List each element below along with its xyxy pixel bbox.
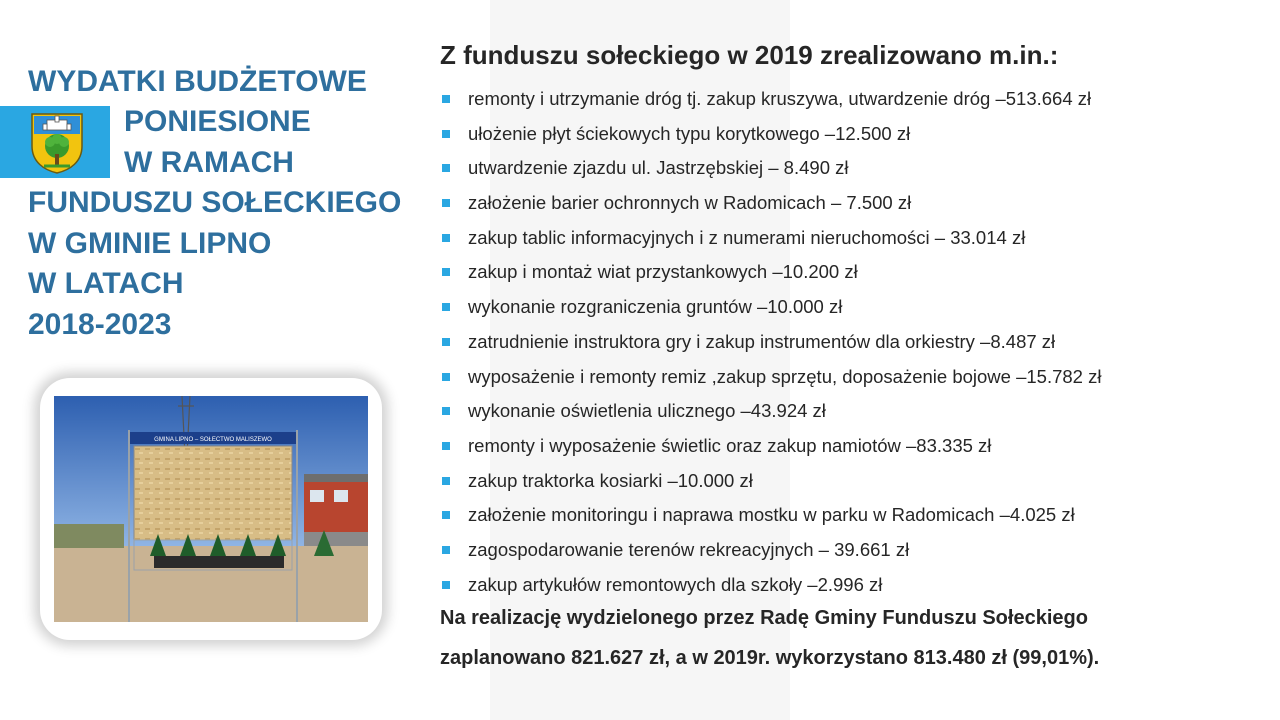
list-item-text: zakup traktorka kosiarki –10.000 zł [468, 469, 753, 491]
list-item-text: wyposażenie i remonty remiz ,zakup sprzętu, doposażenie bojowe –15.782 zł [468, 365, 1102, 387]
title-line-4: FUNDUSZU SOŁECKIEGO [28, 186, 402, 219]
bullet-square-icon [442, 546, 450, 554]
list-item-text: zagospodarowanie terenów rekreacyjnych – 39.661 zł [468, 538, 910, 560]
bullet-square-icon [442, 511, 450, 519]
main-heading: Z funduszu sołeckiego w 2019 zrealizowano m.in.: [440, 40, 1059, 70]
list-item [440, 221, 1101, 256]
bullet-square-icon [442, 477, 450, 485]
list-item [440, 290, 1101, 325]
title-line-6: W LATACH [28, 267, 184, 300]
list-item-text: założenie barier ochronnych w Radomicach – 7.500 zł [468, 192, 912, 214]
bullet-square-icon [442, 130, 450, 138]
list-item [440, 498, 1101, 533]
list-item [440, 186, 1101, 221]
summary [440, 598, 1270, 678]
bullet-square-icon [442, 338, 450, 346]
bullet-square-icon [442, 442, 450, 450]
title-line-1: WYDATKI BUDŻETOWE [28, 65, 367, 98]
bullet-square-icon [442, 234, 450, 242]
list-item [440, 325, 1101, 360]
logo-box [0, 106, 110, 178]
bullet-square-icon [442, 407, 450, 415]
list-item-text: remonty i utrzymanie dróg tj. zakup kruszywa, utwardzenie dróg –513.664 zł [468, 88, 1092, 109]
gmina-lipno-crest-icon [30, 112, 84, 174]
list-item-text: remonty i wyposażenie świetlic oraz zakup namiotów –83.335 zł [468, 434, 992, 456]
photo-frame [40, 378, 382, 640]
list-item-text: wykonanie oświetlenia ulicznego –43.924 zł [468, 400, 826, 422]
list-item [440, 394, 1101, 429]
list-item [440, 533, 1101, 568]
list-item-text: zakup i montaż wiat przystankowych –10.200 zł [468, 261, 858, 283]
list-item [440, 82, 1101, 117]
title-line-7: 2018-2023 [28, 308, 172, 341]
bullet-square-icon [442, 268, 450, 276]
list-item-text: założenie monitoringu i naprawa mostku w parku w Radomicach –4.025 zł [468, 504, 1075, 526]
title-line-3: W RAMACH [124, 146, 294, 179]
list-item [440, 429, 1101, 464]
list-item-text: zatrudnienie instruktora gry i zakup instrumentów dla orkiestry –8.487 zł [468, 330, 1056, 352]
expense-list [440, 82, 1101, 602]
summary-line-2: zaplanowano 821.627 zł, a w 2019r. wykorzystano 813.480 zł (99,01%). [440, 647, 1100, 669]
list-item [440, 464, 1101, 499]
list-item [440, 360, 1101, 395]
summary-line-1: Na realizację wydzielonego przez Radę Gminy Funduszu Sołeckiego [440, 607, 1088, 629]
photo-sign-text: GMINA LIPNO – SOŁECTWO MALISZEWO [154, 437, 272, 443]
bullet-square-icon [442, 373, 450, 381]
list-item-text: utwardzenie zjazdu ul. Jastrzębskiej – 8.490 zł [468, 157, 849, 179]
title-line-2: PONIESIONE [124, 105, 311, 138]
list-item [440, 117, 1101, 152]
noticeboard-photo [54, 396, 368, 622]
list-item [440, 151, 1101, 186]
bullet-square-icon [442, 581, 450, 589]
bullet-square-icon [442, 303, 450, 311]
list-item-text: zakup tablic informacyjnych i z numerami nieruchomości – 33.014 zł [468, 226, 1026, 248]
list-item-text: wykonanie rozgraniczenia gruntów –10.000 zł [468, 296, 843, 318]
bullet-square-icon [442, 164, 450, 172]
bullet-square-icon [442, 199, 450, 207]
list-item [440, 255, 1101, 290]
title-line-5: W GMINIE LIPNO [28, 227, 272, 260]
list-item-text: zakup artykułów remontowych dla szkoły –2.996 zł [468, 573, 883, 595]
list-item-text: ułożenie płyt ściekowych typu korytkowego –12.500 zł [468, 122, 911, 144]
bullet-square-icon [442, 95, 450, 103]
